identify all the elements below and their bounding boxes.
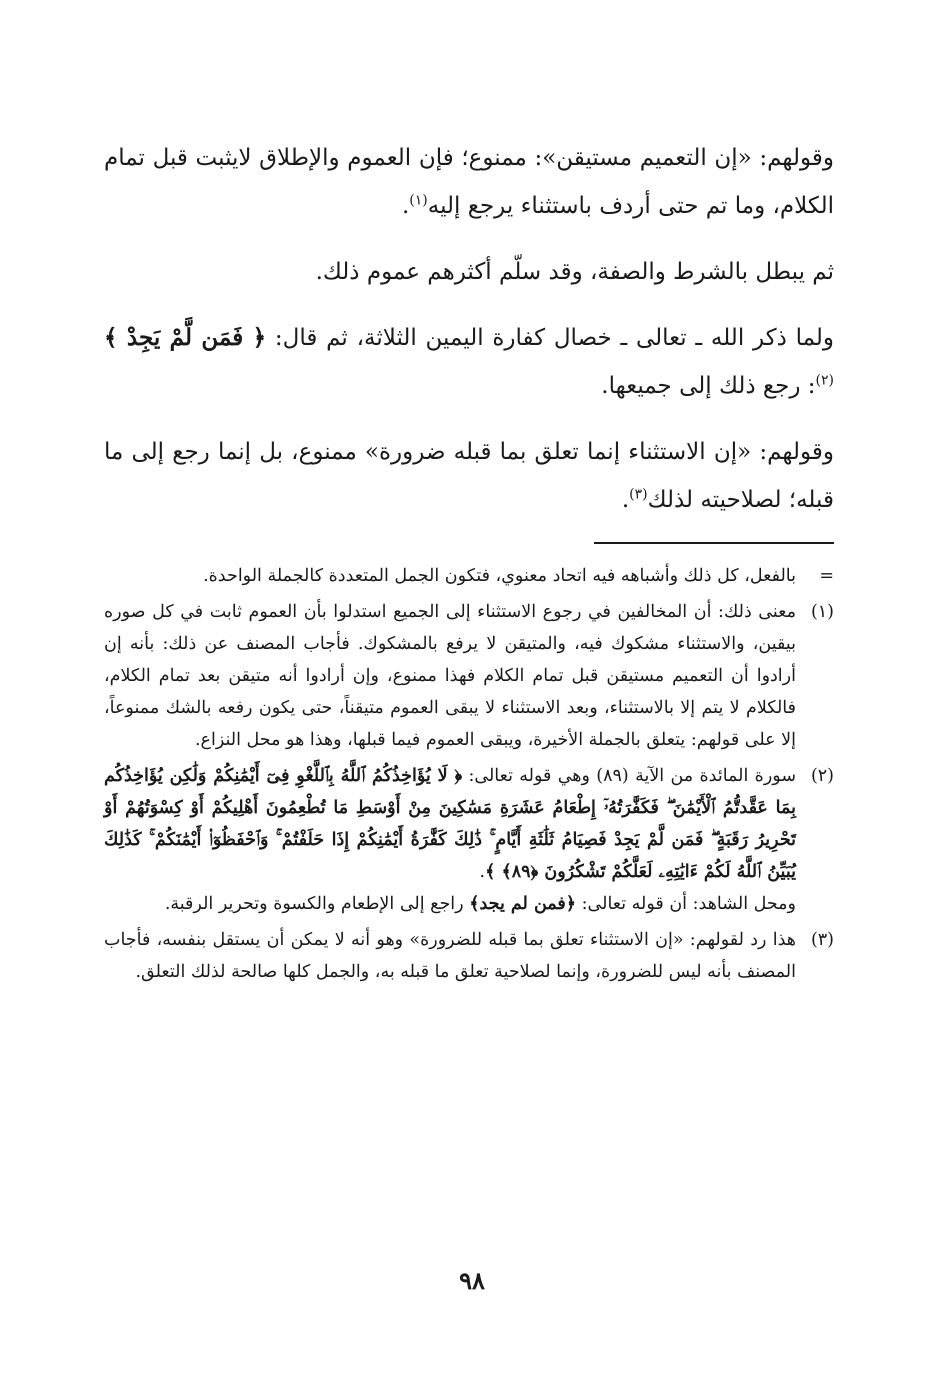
paragraph-4 xyxy=(104,428,834,524)
footnote-separator-wrap xyxy=(104,542,834,544)
footnote-separator xyxy=(594,542,834,544)
paragraph-1 xyxy=(104,134,834,230)
footnote-marker-continued: = xyxy=(819,566,834,586)
quran-verse: ﴿ لَا يُؤَاخِذُكُمُ ٱللَّهُ بِٱللَّغْوِ فِىٓ أَيْمَٰنِكُمْ وَلَٰكِن يُؤَاخِذُكُم بِمَا عَقَّدتُّمُ ٱلْأَيْمَٰنَ ۖ فَكَفَّٰرَتُهُۥٓ إِطْعَامُ عَشَرَةِ مَسَٰكِينَ مِنْ أَوْسَطِ مَا تُطْعِمُونَ أَهْلِيكُمْ أَوْ كِسْوَتُهُمْ أَوْ تَحْرِيرُ رَقَبَةٍ ۖ فَمَن لَّمْ يَجِدْ فَصِيَامُ ثَلَٰثَةِ أَيَّامٍ ۚ ذَٰلِكَ كَفَّٰرَةُ أَيْمَٰنِكُمْ إِذَا حَلَفْتُمْ ۚ وَٱحْفَظُوٓا۟ أَيْمَٰنَكُمْ ۚ كَذَٰلِكَ يُبَيِّنُ ٱللَّهُ لَكُمْ ءَايَٰتِهِۦ لَعَلَّكُمْ تَشْكُرُونَ ﴿٨٩﴾ ﴾ xyxy=(104,766,796,882)
footnote-1 xyxy=(104,596,834,756)
paragraph-3 xyxy=(104,314,834,410)
paragraph-2 xyxy=(104,248,834,296)
footnotes xyxy=(104,560,834,988)
paragraph-3-text: ولما ذكر الله ـ تعالى ـ خصال كفارة اليمين الثلاثة، ثم قال: xyxy=(274,325,834,351)
footnote-2-intro: سورة المائدة من الآية (٨٩) وهي قوله تعالى: xyxy=(468,766,796,786)
footnote-2-witness: ومحل الشاهد: أن قوله تعالى: xyxy=(581,894,796,914)
footnote-marker-3: (٣) xyxy=(810,930,834,950)
footnote-continued-text: بالفعل، كل ذلك وأشباهه فيه اتحاد معنوي، فتكون الجمل المتعددة كالجملة الواحدة. xyxy=(203,566,796,586)
footnote-2 xyxy=(104,760,834,920)
paragraph-4-text: وقولهم: «إن الاستثناء إنما تعلق بما قبله ضرورة» ممنوع، بل إنما رجع إلى ما قبله؛ لصلاحيته لذلك xyxy=(104,439,834,513)
quran-quote: ﴿ فَمَن لَّمْ يَجِدْ ﴾ xyxy=(104,324,267,351)
footnote-3 xyxy=(104,924,834,988)
footnote-2-end: . xyxy=(479,862,486,882)
footnote-1-text: معنى ذلك: أن المخالفين في رجوع الاستثناء إلى الجميع استدلوا بأن العموم ثابت في كل صوره بيقين، والاستثناء مشكوك فيه، والمتيقن لا يرفع بالمشكوك. فأجاب المصنف عن ذلك: بأنه إن أرادوا أن التعميم مستيقن قبل تمام الكلام فهذا ممنوع، وإن أرادوا أنه متيقن بعد تمام الكلام، فالكلام لا يتم إلا بالاستثناء، وبعد الاستثناء لا يبقى العموم متيقناً، حتى يكون رفعه بالشك ممنوعاً، إلا على قولهم: يتعلق بالجملة الأخيرة، ويبقى العموم فيما قبلها، وهذا هو محل النزاع. xyxy=(104,602,796,750)
footnote-marker-1: (١) xyxy=(810,602,834,622)
paragraph-1-text: وقولهم: «إن التعميم مستيقن»: ممنوع؛ فإن العموم والإطلاق لايثبت قبل تمام الكلام، وما تم حتى أردف باستثناء يرجع إليه xyxy=(104,145,834,219)
footnote-continued xyxy=(104,560,834,592)
document-page xyxy=(104,134,834,992)
main-text xyxy=(104,134,834,524)
footnote-3-text: هذا رد لقولهم: «إن الاستثناء تعلق بما قبله للضرورة» وهو أنه لا يمكن أن يستقل بنفسه، فأجاب المصنف بأنه ليس للضرورة، وإنما لصلاحية تعلق ما قبله به، والجمل كلها صالحة لذلك التعلق. xyxy=(104,930,796,982)
footnote-2-witness-quote: ﴿فمن لم يجد﴾ xyxy=(469,894,577,914)
footnote-2-body xyxy=(104,760,796,920)
page-number: ٩٨ xyxy=(459,1266,485,1295)
footnote-ref-2: (٢) xyxy=(815,372,834,389)
footnote-2-witness-after: راجع إلى الإطعام والكسوة وتحرير الرقبة. xyxy=(164,894,464,914)
footnote-marker-2: (٢) xyxy=(810,766,834,786)
footnote-ref-1: (١) xyxy=(409,192,428,209)
footnote-ref-3: (٣) xyxy=(629,486,648,503)
paragraph-4-end: . xyxy=(621,487,630,513)
paragraph-3-text-after: : رجع ذلك إلى جميعها. xyxy=(601,373,816,399)
paragraph-2-text: ثم يبطل بالشرط والصفة، وقد سلّم أكثرهم عموم ذلك. xyxy=(315,259,834,285)
paragraph-1-end: . xyxy=(401,193,410,219)
